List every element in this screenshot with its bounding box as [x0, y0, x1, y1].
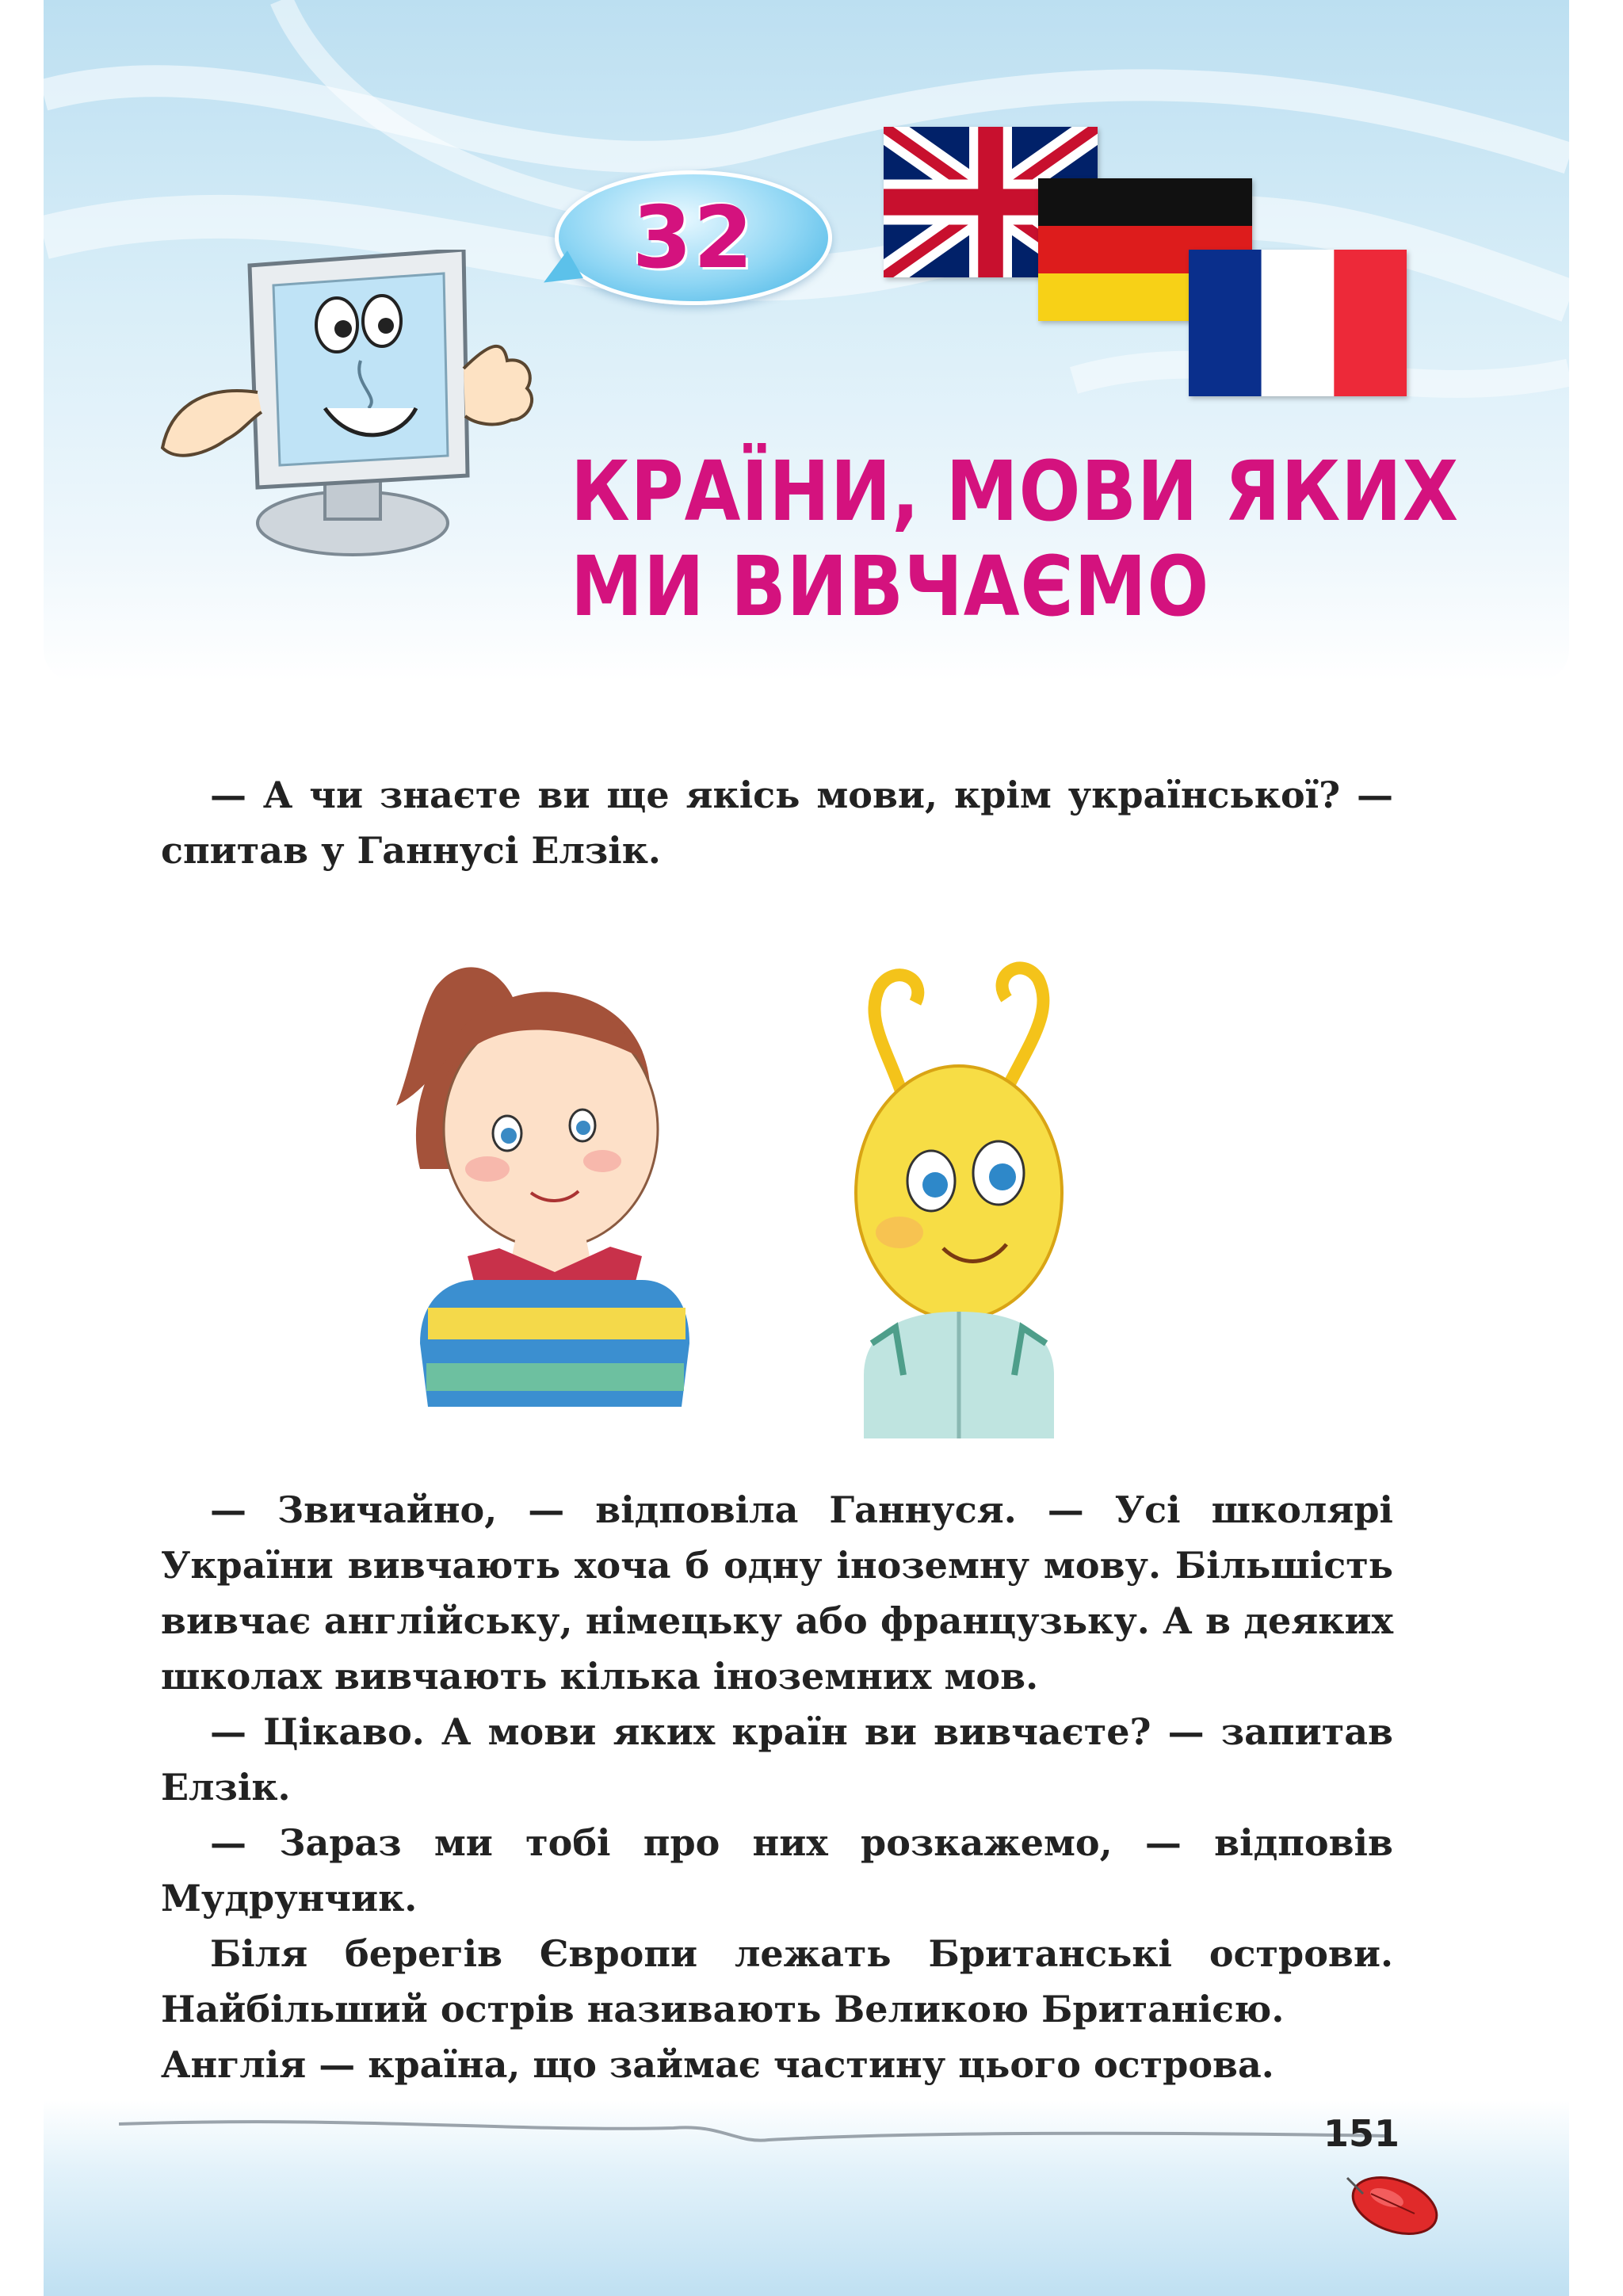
computer-mascot-illustration — [155, 250, 582, 567]
lesson-title — [571, 443, 1460, 635]
narrative-paragraph-2 — [161, 2037, 1393, 2092]
narrative-paragraph-1: Біля берегів Європи лежать Британські острови. Найбільший острів називають Великою Британією. — [161, 1932, 1393, 2030]
dialogue-paragraph-3: — Зараз ми тобі про них розкажемо, — відповів Мудрунчик. — [161, 1821, 1393, 1920]
dialogue-paragraph-1: — Звичайно, — відповіла Ганнуся. — Усі школярі України вивчають хоча б одну іноземну мову. Більшість вивчає англійську, німецьку або французьку. А в деяких школах вивчають кілька іноземних мов. — [161, 1488, 1393, 1698]
characters-illustration — [388, 931, 1181, 1454]
lesson-title-line-2: МИ ВИВЧАЄМО — [571, 538, 1210, 635]
dialogue-paragraph-2: — Цікаво. А мови яких країн ви вивчаєте? — запитав Елзік. — [161, 1710, 1393, 1809]
footer-decoration-line — [119, 2108, 1387, 2156]
lesson-number-bubble — [555, 170, 832, 305]
main-text — [161, 1482, 1393, 2092]
lesson-title-line-1: КРАЇНИ, МОВИ ЯКИХ — [571, 443, 1460, 540]
france-flag-icon — [1189, 250, 1407, 396]
intro-text — [161, 767, 1393, 878]
term-england: Англія — [161, 2043, 307, 2086]
narrative-paragraph-2-rest: — країна, що займає частину цього острова. — [306, 2043, 1274, 2086]
page-number: 151 — [1323, 2112, 1400, 2155]
intro-paragraph: — А чи знаєте ви ще якісь мови, крім української? — спитав у Ганнусі Елзік. — [161, 774, 1393, 872]
alien-elzik-illustration — [856, 968, 1062, 1438]
girl-hannusia-illustration — [396, 967, 689, 1407]
computer-mouse-icon — [1339, 2162, 1442, 2241]
flags-group — [884, 127, 1423, 396]
lesson-number: 32 — [632, 188, 755, 288]
